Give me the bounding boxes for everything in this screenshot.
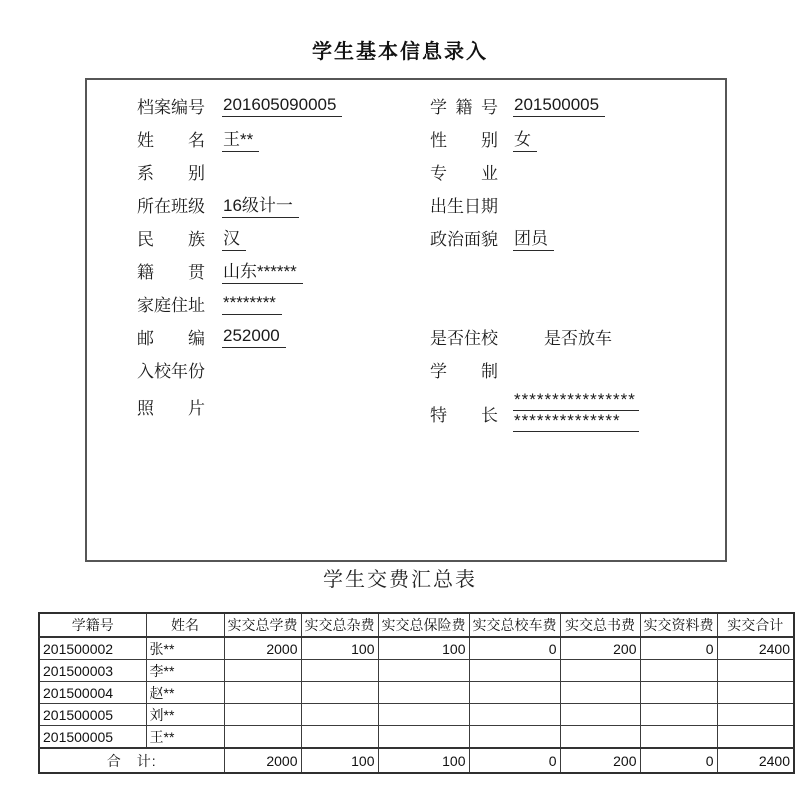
column-header: 学籍号 (39, 613, 146, 637)
table-cell (301, 682, 378, 704)
table-cell: 王** (146, 726, 224, 749)
table-row (39, 660, 794, 682)
table-cell (224, 704, 301, 726)
table-cell (469, 726, 560, 749)
total-cell: 0 (640, 748, 717, 773)
table-cell: 刘** (146, 704, 224, 726)
class-value: 16级计一 (222, 191, 299, 218)
table-cell: 0 (469, 637, 560, 660)
table-cell (301, 726, 378, 749)
student-info-form (85, 78, 727, 562)
name-label: 姓 名 (137, 131, 205, 150)
specialty-value (513, 390, 639, 432)
major-label: 专 业 (430, 164, 498, 183)
table-cell (717, 726, 794, 749)
row-ethnicity-political (87, 221, 725, 254)
table-cell (378, 704, 469, 726)
enrollment-year-label: 入校年份 (137, 362, 205, 381)
table-row (39, 704, 794, 726)
home-address-label: 家庭住址 (137, 296, 205, 315)
row-enrollyear-schooling (87, 353, 725, 386)
row-home-address (87, 287, 725, 320)
table-cell (560, 726, 640, 749)
table-cell: 200 (560, 637, 640, 660)
archive-number-label: 档案编号 (137, 98, 205, 117)
political-status-value: 团员 (513, 224, 554, 251)
header-row (39, 613, 794, 637)
table-cell (469, 704, 560, 726)
gender-label: 性 别 (430, 131, 498, 150)
table-cell (378, 660, 469, 682)
total-row (39, 748, 794, 773)
table-cell (560, 682, 640, 704)
table-cell: 201500004 (39, 682, 146, 704)
table-cell: 100 (378, 637, 469, 660)
native-place-label: 籍 贯 (137, 263, 205, 282)
row-photo-specialty (87, 386, 725, 432)
table-cell (301, 660, 378, 682)
row-class-birthdate (87, 188, 725, 221)
table-cell: 2000 (224, 637, 301, 660)
postal-code-label: 邮 编 (137, 329, 205, 348)
table-cell (224, 682, 301, 704)
total-label: 合 计: (39, 748, 224, 773)
boarding-label: 是否住校 (430, 329, 498, 348)
table-cell: 201500005 (39, 704, 146, 726)
bike-parking-label: 是否放车 (544, 329, 612, 348)
department-label: 系 别 (137, 164, 205, 183)
row-native-place (87, 254, 725, 287)
column-header: 实交合计 (717, 613, 794, 637)
archive-number-value: 201605090005 (222, 95, 342, 117)
specialty-line-1: **************** (513, 390, 639, 411)
table-cell: 张** (146, 637, 224, 660)
table-cell (560, 660, 640, 682)
fees-table-title: 学生交费汇总表 (323, 569, 477, 591)
row-department-major (87, 155, 725, 188)
column-header: 实交资料费 (640, 613, 717, 637)
class-label: 所在班级 (137, 197, 205, 216)
fees-table (38, 612, 795, 774)
specialty-line-2: ************** (513, 411, 639, 432)
table-cell (378, 726, 469, 749)
column-header: 姓名 (146, 613, 224, 637)
birth-date-label: 出生日期 (430, 197, 498, 216)
table-cell: 2400 (717, 637, 794, 660)
row-archive-number (87, 89, 725, 122)
column-header: 实交总杂费 (301, 613, 378, 637)
table-cell (560, 704, 640, 726)
column-header: 实交总书费 (560, 613, 640, 637)
column-header: 实交总保险费 (378, 613, 469, 637)
total-cell: 0 (469, 748, 560, 773)
table-row (39, 637, 794, 660)
total-cell: 200 (560, 748, 640, 773)
table-cell (640, 682, 717, 704)
total-cell: 2000 (224, 748, 301, 773)
student-id-value: 201500005 (513, 95, 605, 117)
row-name-gender (87, 122, 725, 155)
specialty-label: 特 长 (430, 405, 498, 425)
page-title: 学生基本信息录入 (312, 41, 488, 63)
table-cell (640, 726, 717, 749)
table-row (39, 726, 794, 749)
total-cell: 2400 (717, 748, 794, 773)
name-value: 王** (222, 125, 259, 152)
table-cell (224, 726, 301, 749)
table-cell: 201500005 (39, 726, 146, 749)
table-cell: 李** (146, 660, 224, 682)
table-cell (378, 682, 469, 704)
table-cell: 201500002 (39, 637, 146, 660)
political-status-label: 政治面貌 (430, 230, 498, 249)
native-place-value: 山东****** (222, 257, 303, 284)
table-cell (717, 682, 794, 704)
ethnicity-value: 汉 (222, 224, 246, 251)
home-address-value: ******** (222, 293, 282, 315)
total-cell: 100 (301, 748, 378, 773)
table-cell (224, 660, 301, 682)
photo-label: 照 片 (137, 399, 205, 418)
total-cell: 100 (378, 748, 469, 773)
table-cell (717, 704, 794, 726)
column-header: 实交总校车费 (469, 613, 560, 637)
table-cell (469, 682, 560, 704)
gender-value: 女 (513, 125, 537, 152)
table-row (39, 682, 794, 704)
table-cell: 赵** (146, 682, 224, 704)
table-cell (640, 704, 717, 726)
schooling-length-label: 学 制 (430, 362, 498, 381)
row-postcode-boarding (87, 320, 725, 353)
student-id-label: 学 籍 号 (430, 98, 498, 117)
table-cell (640, 660, 717, 682)
table-cell: 201500003 (39, 660, 146, 682)
table-cell: 100 (301, 637, 378, 660)
ethnicity-label: 民 族 (137, 230, 205, 249)
table-cell (469, 660, 560, 682)
column-header: 实交总学费 (224, 613, 301, 637)
table-cell: 0 (640, 637, 717, 660)
table-cell (717, 660, 794, 682)
table-cell (301, 704, 378, 726)
postal-code-value: 252000 (222, 326, 286, 348)
